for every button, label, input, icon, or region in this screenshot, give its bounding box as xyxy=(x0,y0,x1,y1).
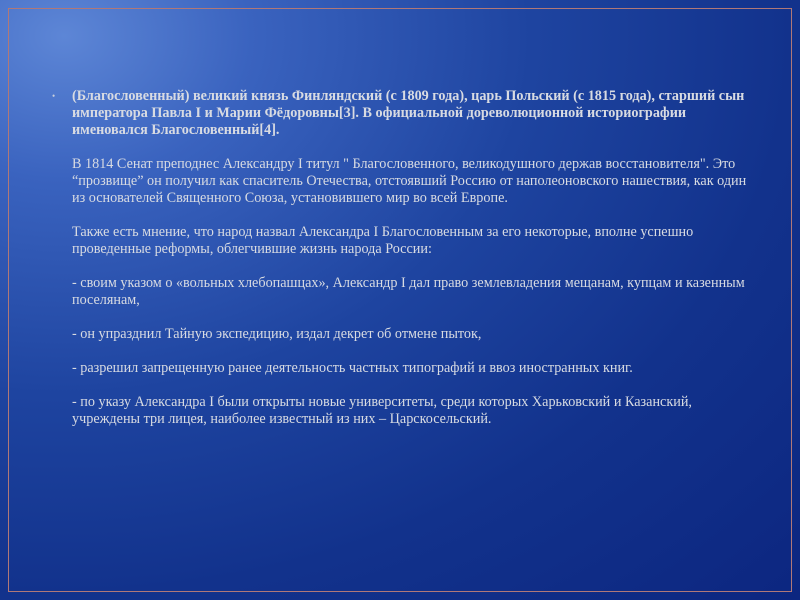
bullet-text xyxy=(72,88,752,428)
paragraph-reforms-intro: Также есть мнение, что народ назвал Александра I Благословенным за его некоторые, вполне успешно проведенные реформы, облегчившие жизнь народа России: xyxy=(72,224,694,257)
reform-item-universities: - по указу Александра I были открыты новые университеты, среди которых Харьковский и Казанский, учреждены три лицея, наиболее известный из них – Царскосельский. xyxy=(72,394,692,427)
lead-paragraph: (Благословенный) великий князь Финляндский (с 1809 года), царь Польский (с 1815 года), старший сын императора Павла I и Марии Фёдоровны[3]. В официальной дореволюционной историографии именовался Благословенный[4]. xyxy=(72,88,745,138)
bullet-icon: • xyxy=(52,91,56,101)
bullet-item xyxy=(52,88,752,428)
reform-item-secret-expedition: - он упразднил Тайную экспедицию, издал декрет об отмене пыток, xyxy=(72,326,482,342)
paragraph-title-1814: В 1814 Сенат преподнес Александру I титул " Благословенного, великодушного держав восстановителя". Это “прозвище” он получил как спаситель Отечества, отстоявший Россию от наполеоновского нашествия, как один из основателей Священного Союза, установившего мир во всей Европе. xyxy=(72,156,747,206)
reform-item-printing: - разрешил запрещенную ранее деятельность частных типографий и ввоз иностранных книг. xyxy=(72,360,633,376)
slide-content xyxy=(52,88,752,428)
reform-item-free-farmers: - своим указом о «вольных хлебопашцах», Александр I дал право землевладения мещанам, купцам и казенным поселянам, xyxy=(72,275,745,308)
